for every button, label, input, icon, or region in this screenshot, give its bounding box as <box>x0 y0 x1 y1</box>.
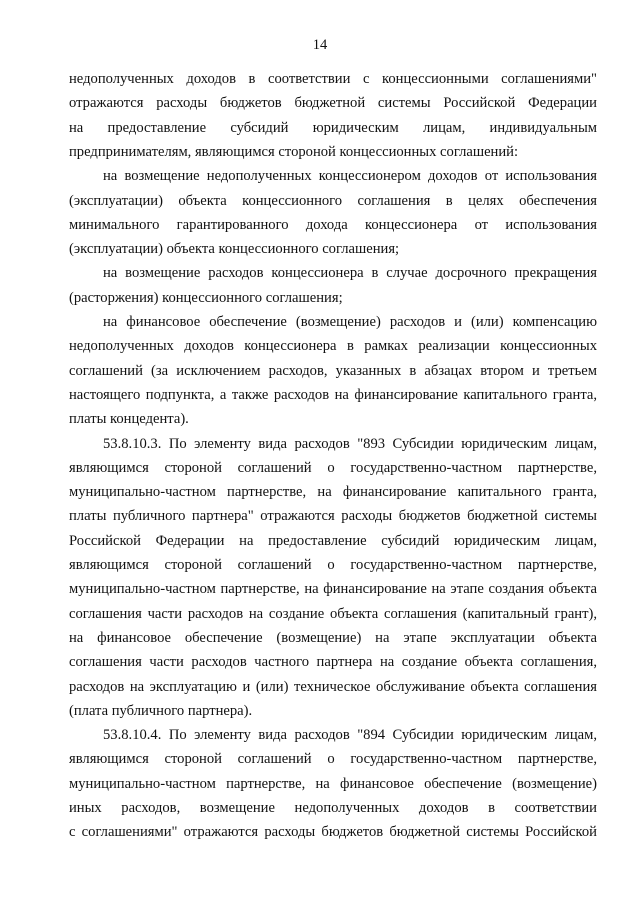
text-line: недополученных доходов в соответствии с концессионными соглашениями" <box>69 71 597 87</box>
text-line: Российской Федерации на предоставление субсидий юридическим лицам, <box>69 532 597 549</box>
text-line: отражаются расходы бюджетов бюджетной системы Российской Федерации <box>69 95 597 112</box>
text-line: платы концедента). <box>69 411 189 428</box>
text-line: являющимся стороной соглашений о государственно-частном партнерстве, <box>69 557 597 573</box>
text-line: недополученных доходов концессионера в рамках реализации концессионных <box>69 338 597 355</box>
text-line: соглашения части расходов на создание объекта соглашения (капитальный грант), <box>69 605 597 622</box>
text-line: на предоставление субсидий юридическим лицам, индивидуальным <box>69 119 597 136</box>
text-line: муниципально-частном партнерстве, на финансирование на этапе создания объекта <box>69 581 597 598</box>
text-line: соглашения части расходов частного партнера на создание объекта соглашения, <box>69 654 597 671</box>
text-line: (плата публичного партнера). <box>69 702 253 719</box>
text-line: на возмещение недополученных концессионером доходов от использования <box>103 168 597 185</box>
text-line: 53.8.10.3. По элементу вида расходов "893 Субсидии юридическим лицам, <box>103 435 597 452</box>
text-line: платы публичного партнера" отражаются расходы бюджетов бюджетной системы <box>69 508 597 525</box>
text-line: являющимся стороной соглашений о государственно-частном партнерстве, <box>69 459 597 476</box>
text-line: 53.8.10.4. По элементу вида расходов "894 Субсидии юридическим лицам, <box>103 727 597 744</box>
text-line: муниципально-частном партнерстве, на финансирование капитального гранта, <box>69 484 597 501</box>
text-line: (эксплуатации) объекта концессионного соглашения; <box>69 241 400 258</box>
text-line: являющимся стороной соглашений о государственно-частном партнерстве, <box>69 751 597 768</box>
text-line: на финансовое обеспечение (возмещение) расходов и (или) компенсацию <box>103 314 597 330</box>
text-line: предпринимателям, являющимся стороной концессионных соглашений: <box>69 143 519 160</box>
text-line: минимального гарантированного дохода концессионера от использования <box>69 216 597 233</box>
text-line: настоящего подпункта, а также расходов на финансирование капитального гранта, <box>69 386 597 403</box>
text-line: (расторжения) концессионного соглашения; <box>69 289 343 306</box>
text-line: на возмещение расходов концессионера в случае досрочного прекращения <box>103 265 597 282</box>
text-line: муниципально-частном партнерстве, на финансовое обеспечение (возмещение) <box>69 775 597 792</box>
text-line: соглашений (за исключением расходов, указанных в абзацах втором и третьем <box>69 362 597 379</box>
page-number: 14 <box>312 37 328 53</box>
text-line: (эксплуатации) объекта концессионного соглашения в целях обеспечения <box>69 192 597 209</box>
text-line: иных расходов, возмещение недополученных доходов в соответствии <box>69 800 597 816</box>
text-line: на финансовое обеспечение (возмещение) на этапе эксплуатации объекта <box>69 629 597 646</box>
text-line: с соглашениями" отражаются расходы бюджетов бюджетной системы Российской <box>69 824 597 841</box>
text-line: расходов на эксплуатацию и (или) техническое обслуживание объекта соглашения <box>69 678 597 695</box>
